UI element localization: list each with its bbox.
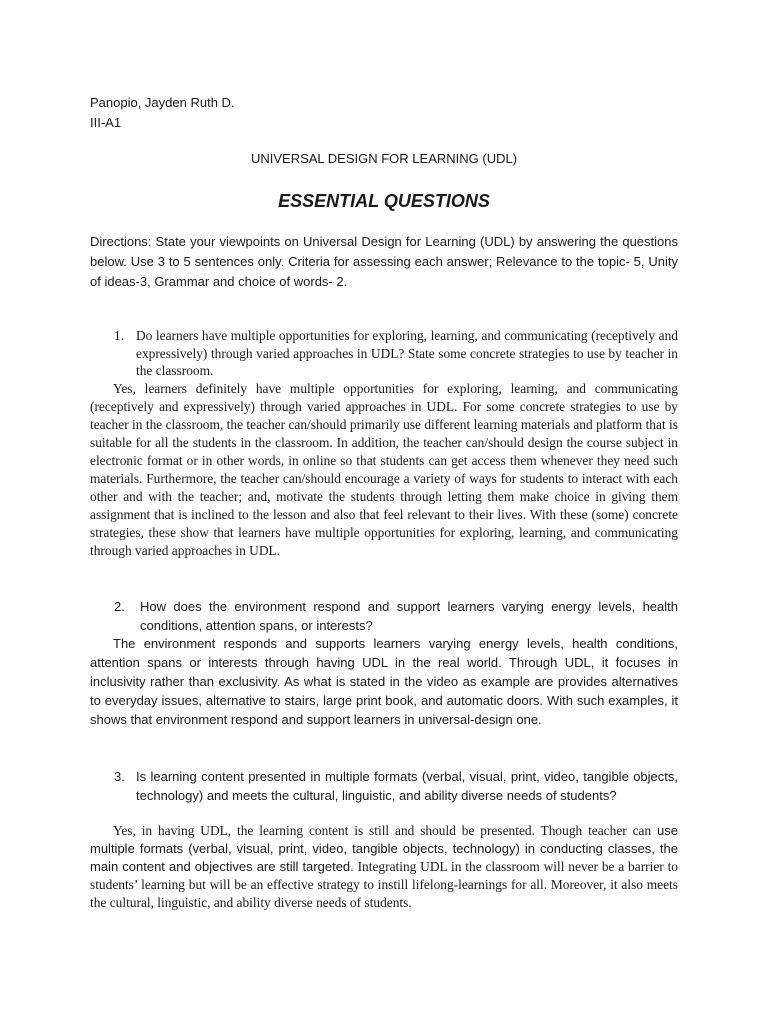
document-title: UNIVERSAL DESIGN FOR LEARNING (UDL) xyxy=(250,151,518,166)
answer-3-part-2: use multiple formats (verbal, visual, print, video, tangible objects, technology) in conducting classes, the main content and objectives are still targeted. xyxy=(90,823,678,874)
question-2 xyxy=(114,597,678,635)
answer-2: The environment responds and supports learners varying energy levels, health conditions, attention spans or interests through having UDL in the real world. Through UDL, it focuses in inclusivity rather than exclusivity. As what is stated in the video as example are provides alternatives to everyday issues, alternative to stairs, large print book, and automatic doors. With such examples, it shows that environment respond and support learners in universal-design one. xyxy=(90,636,678,727)
question-3 xyxy=(114,767,678,805)
question-1 xyxy=(114,327,678,380)
question-1-text: Do learners have multiple opportunities for exploring, learning, and communicating (receptively and expressively) through varied approaches in UDL? State some concrete strategies to use by teacher in the classroom. xyxy=(136,328,678,378)
answer-3-part-1: Yes, in having UDL, the learning content is still and should be presented. Though teacher can xyxy=(113,823,658,838)
question-2-text: How does the environment respond and support learners varying energy levels, health conditions, attention spans, or interests? xyxy=(140,599,678,633)
answer-3 xyxy=(90,822,678,912)
answer-1: Yes, learners definitely have multiple opportunities for exploring, learning, and communicating (receptively and expressively) through varied approaches in UDL. For some concrete strategies to use by teacher in the classroom, the teacher can/should primarily use different learning materials and platform that is suitable for all the students in the classroom. In addition, the teacher can/should design the course subject in electronic format or in other words, in online so that students can get access them whenever they need such materials. Furthermore, the teacher can/should encourage a variety of ways for students to interact with each other and with the teacher; and, motivate the students through letting them make choice in giving them assignment that is inclined to the lesson and also that feel relevant to their lives. With these (some) concrete strategies, these show that learners have multiple opportunities for exploring, learning, and communicating through varied approaches in UDL. xyxy=(90,381,678,558)
directions-paragraph: Directions: State your viewpoints on Universal Design for Learning (UDL) by answering the questions below. Use 3 to 5 sentences only. Criteria for assessing each answer; Relevance to the topic- 5, Unity of ideas-3, Grammar and choice of words- 2. xyxy=(90,234,678,289)
question-3-number: 3. xyxy=(114,769,125,784)
question-3-text: Is learning content presented in multiple formats (verbal, visual, print, video, tangible objects, technology) and meets the cultural, linguistic, and ability diverse needs of students? xyxy=(136,769,678,803)
student-section: III-A1 xyxy=(90,115,122,130)
page-heading: ESSENTIAL QUESTIONS xyxy=(278,191,490,211)
question-1-number: 1. xyxy=(114,328,125,343)
question-2-number: 2. xyxy=(114,599,125,614)
answer-3-part-3: Integrating UDL in the classroom will never be a barrier to students’ learning but will be an effective strategy to instill lifelong-learnings for all. Moreover, it also meets the cultural, linguistic, and ability diverse needs of students. xyxy=(90,859,678,910)
student-name: Panopio, Jayden Ruth D. xyxy=(90,95,235,110)
